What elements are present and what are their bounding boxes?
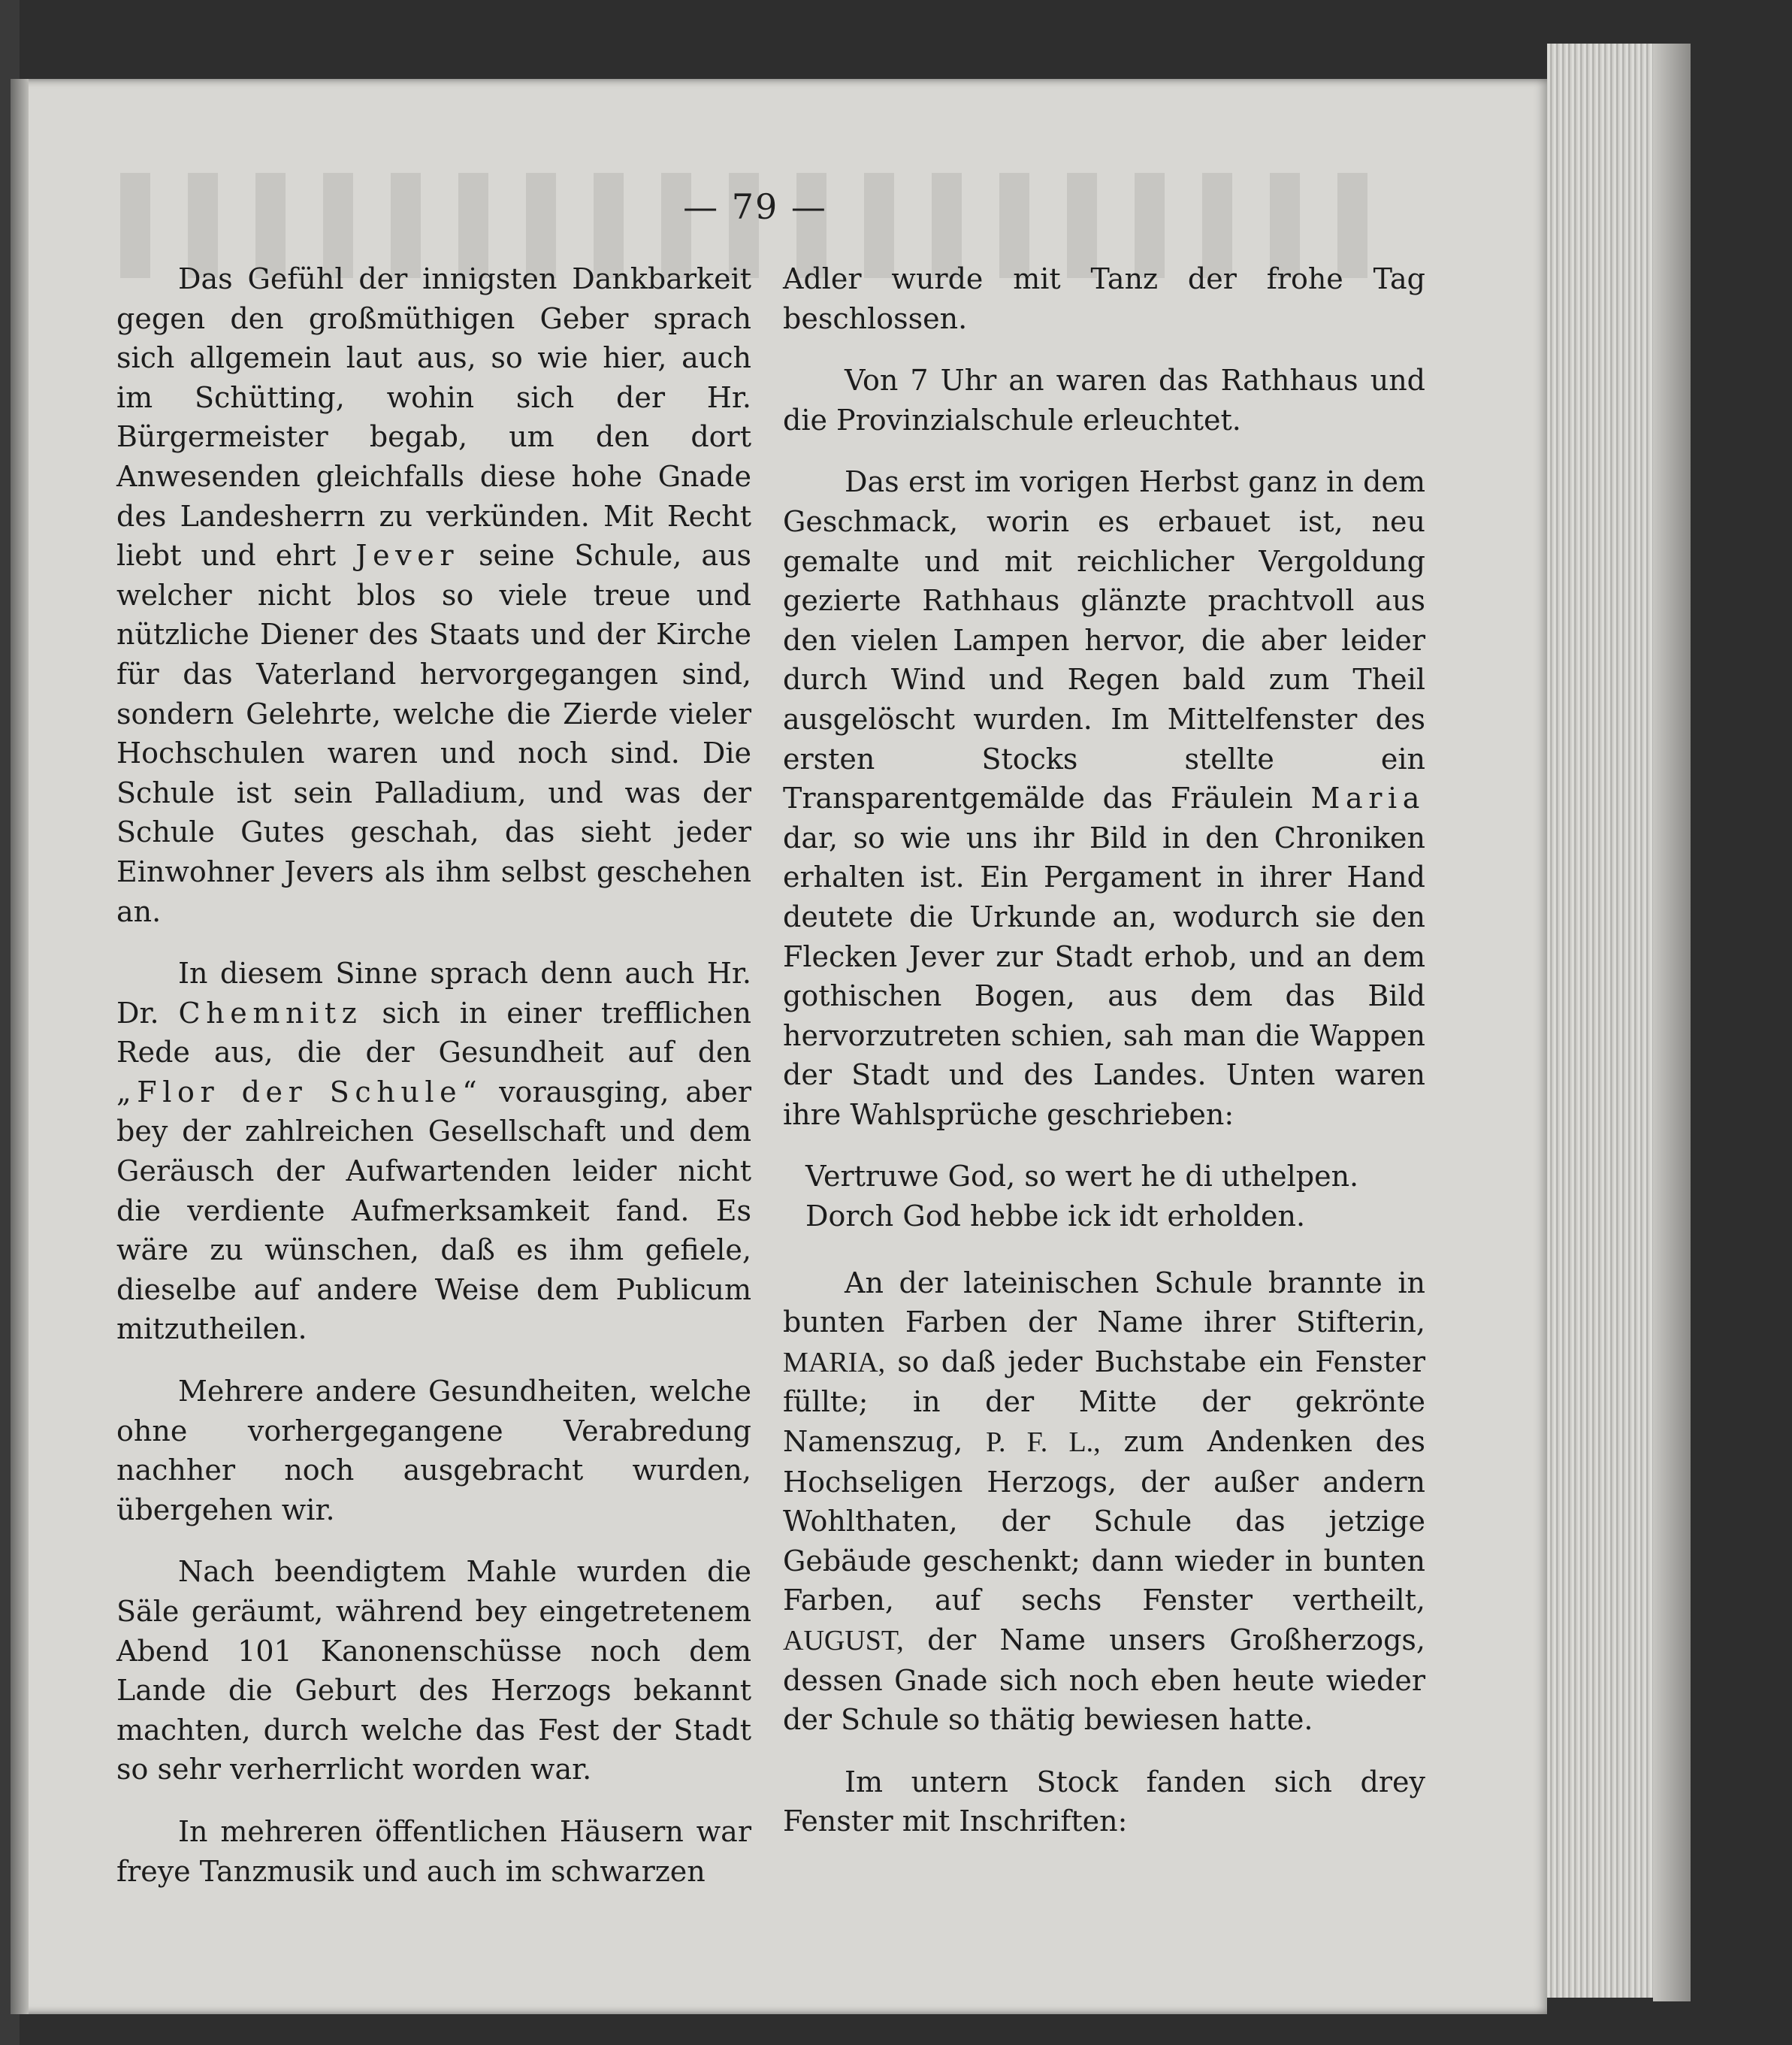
paragraph-text: seine Schule, aus welcher nicht blos so viele treue und nützliche Diener des Staats und der Kirche für das Vaterland hervorgegangen sind, sondern Gelehrte, welche die Zierde vieler Hochschulen waren und noch sind. Die Schule ist sein Palladium, und was der Schule Gutes geschah, das sieht jeder Einwohner Jevers als ihm selbst geschehen an. (116, 539, 751, 928)
paragraph: Im untern Stock fanden sich drey Fenster mit Inschriften: (783, 1765, 1425, 1838)
paragraph-text: Das erst im vorigen Herbst ganz in dem Geschmack, worin es erbauet ist, neu gemalte und mit reichlicher Vergoldung gezierte Rathhaus glänzte prachtvoll aus den vielen Lampen hervor, die aber leider durch Wind und Regen bald zum Theil ausgelöscht wurden. Im Mittelfenster des ersten Stocks stellte ein Transparentgemälde das Fräulein (783, 465, 1425, 815)
paragraph (116, 259, 751, 931)
book-gutter (11, 79, 29, 2014)
paragraph: Nach beendigtem Mahle wurden die Säle geräumt, während bey eingetretenem Abend 101 Kanonenschüsse noch dem Lande die Geburt des Herzogs bekannt machten, durch welche das Fest der Stadt so sehr verherrlicht worden war. (116, 1555, 751, 1786)
paragraph-text: vorausging, aber bey der zahlreichen Gesellschaft und dem Geräusch der Aufwartenden leider nicht die verdiente Aufmerksamkeit fand. Es wäre zu wünschen, daß es ihm gefiele, dieselbe auf andere Weise dem Publicum mitzutheilen. (116, 1075, 751, 1346)
left-column (116, 259, 751, 1913)
roman-name: MARIA, (783, 1346, 886, 1378)
paragraph (783, 462, 1425, 1134)
emphasized-toast: „Flor der Schule“ (116, 1075, 483, 1109)
motto-verse (805, 1157, 1425, 1236)
emphasized-name: Jever (355, 539, 460, 573)
emphasized-name: Maria (1310, 782, 1425, 815)
motto-line: Dorch God hebbe ick idt erholden. (805, 1199, 1306, 1233)
paragraph (783, 1263, 1425, 1740)
paragraph: In mehreren öffentlichen Häusern war freye Tanzmusik und auch im schwarzen (116, 1814, 751, 1888)
motto-line: Vertruwe God, so wert he di uthelpen. (805, 1160, 1359, 1193)
paragraph-text: In diesem Sinne sprach denn auch Hr. Dr. (116, 957, 751, 1030)
paragraph-text: An der lateinischen Schule brannte in bunten Farben der Name ihrer Stifterin, (783, 1266, 1425, 1339)
right-column (783, 259, 1425, 1864)
paragraph-text: Das Gefühl der innigsten Dankbarkeit gegen den großmüthigen Geber sprach sich allgemein laut aus, so wie hier, auch im Schütting, wohin sich der Hr. Bürgermeister begab, um den dort Anwesenden gleichfalls diese hohe Gnade des Landesherrn zu verkünden. Mit Recht liebt und ehrt (116, 262, 751, 573)
paragraph-text: so daß jeder Buchstabe ein Fenster füllte; in der Mitte der gekrönte Namenszug, (783, 1345, 1425, 1459)
roman-monogram: P. F. L., (986, 1426, 1101, 1459)
paragraph-text: dar, so wie uns ihr Bild in den Chroniken erhalten ist. Ein Pergament in ihrer Hand deutete die Urkunde an, wodurch sie den Flecken Jever zur Stadt erhob, und an dem gothischen Bogen, aus dem das Bild hervorzutreten schien, sah man die Wappen der Stadt und des Landes. Unten waren ihre Wahlsprüche geschrieben: (783, 821, 1425, 1131)
page-number: — 79 — (683, 186, 827, 227)
paragraph: Adler wurde mit Tanz der frohe Tag beschlossen. (783, 262, 1425, 335)
paragraph-text: sich in einer trefflichen Rede aus, die der Gesundheit auf den (116, 996, 751, 1069)
paragraph-text: der Name unsers Großherzogs, dessen Gnade sich noch eben heute wieder der Schule so thätig bewiesen hatte. (783, 1623, 1425, 1737)
book-cover-edge (1653, 44, 1691, 2001)
paragraph: Mehrere andere Gesundheiten, welche ohne vorhergegangene Verabredung nachher noch ausgebracht wurden, übergehen wir. (116, 1375, 751, 1526)
paragraph: Von 7 Uhr an waren das Rathhaus und die Provinzialschule erleuchtet. (783, 364, 1425, 437)
roman-name: AUGUST, (783, 1625, 904, 1656)
paragraph (116, 954, 751, 1349)
emphasized-name: Chemnitz (178, 996, 363, 1030)
paragraph-text: zum Andenken des Hochseligen Herzogs, der außer andern Wohlthaten, der Schule das jetzige Gebäude geschenkt; dann wieder in bunten Farben, auf sechs Fenster vertheilt, (783, 1425, 1425, 1617)
